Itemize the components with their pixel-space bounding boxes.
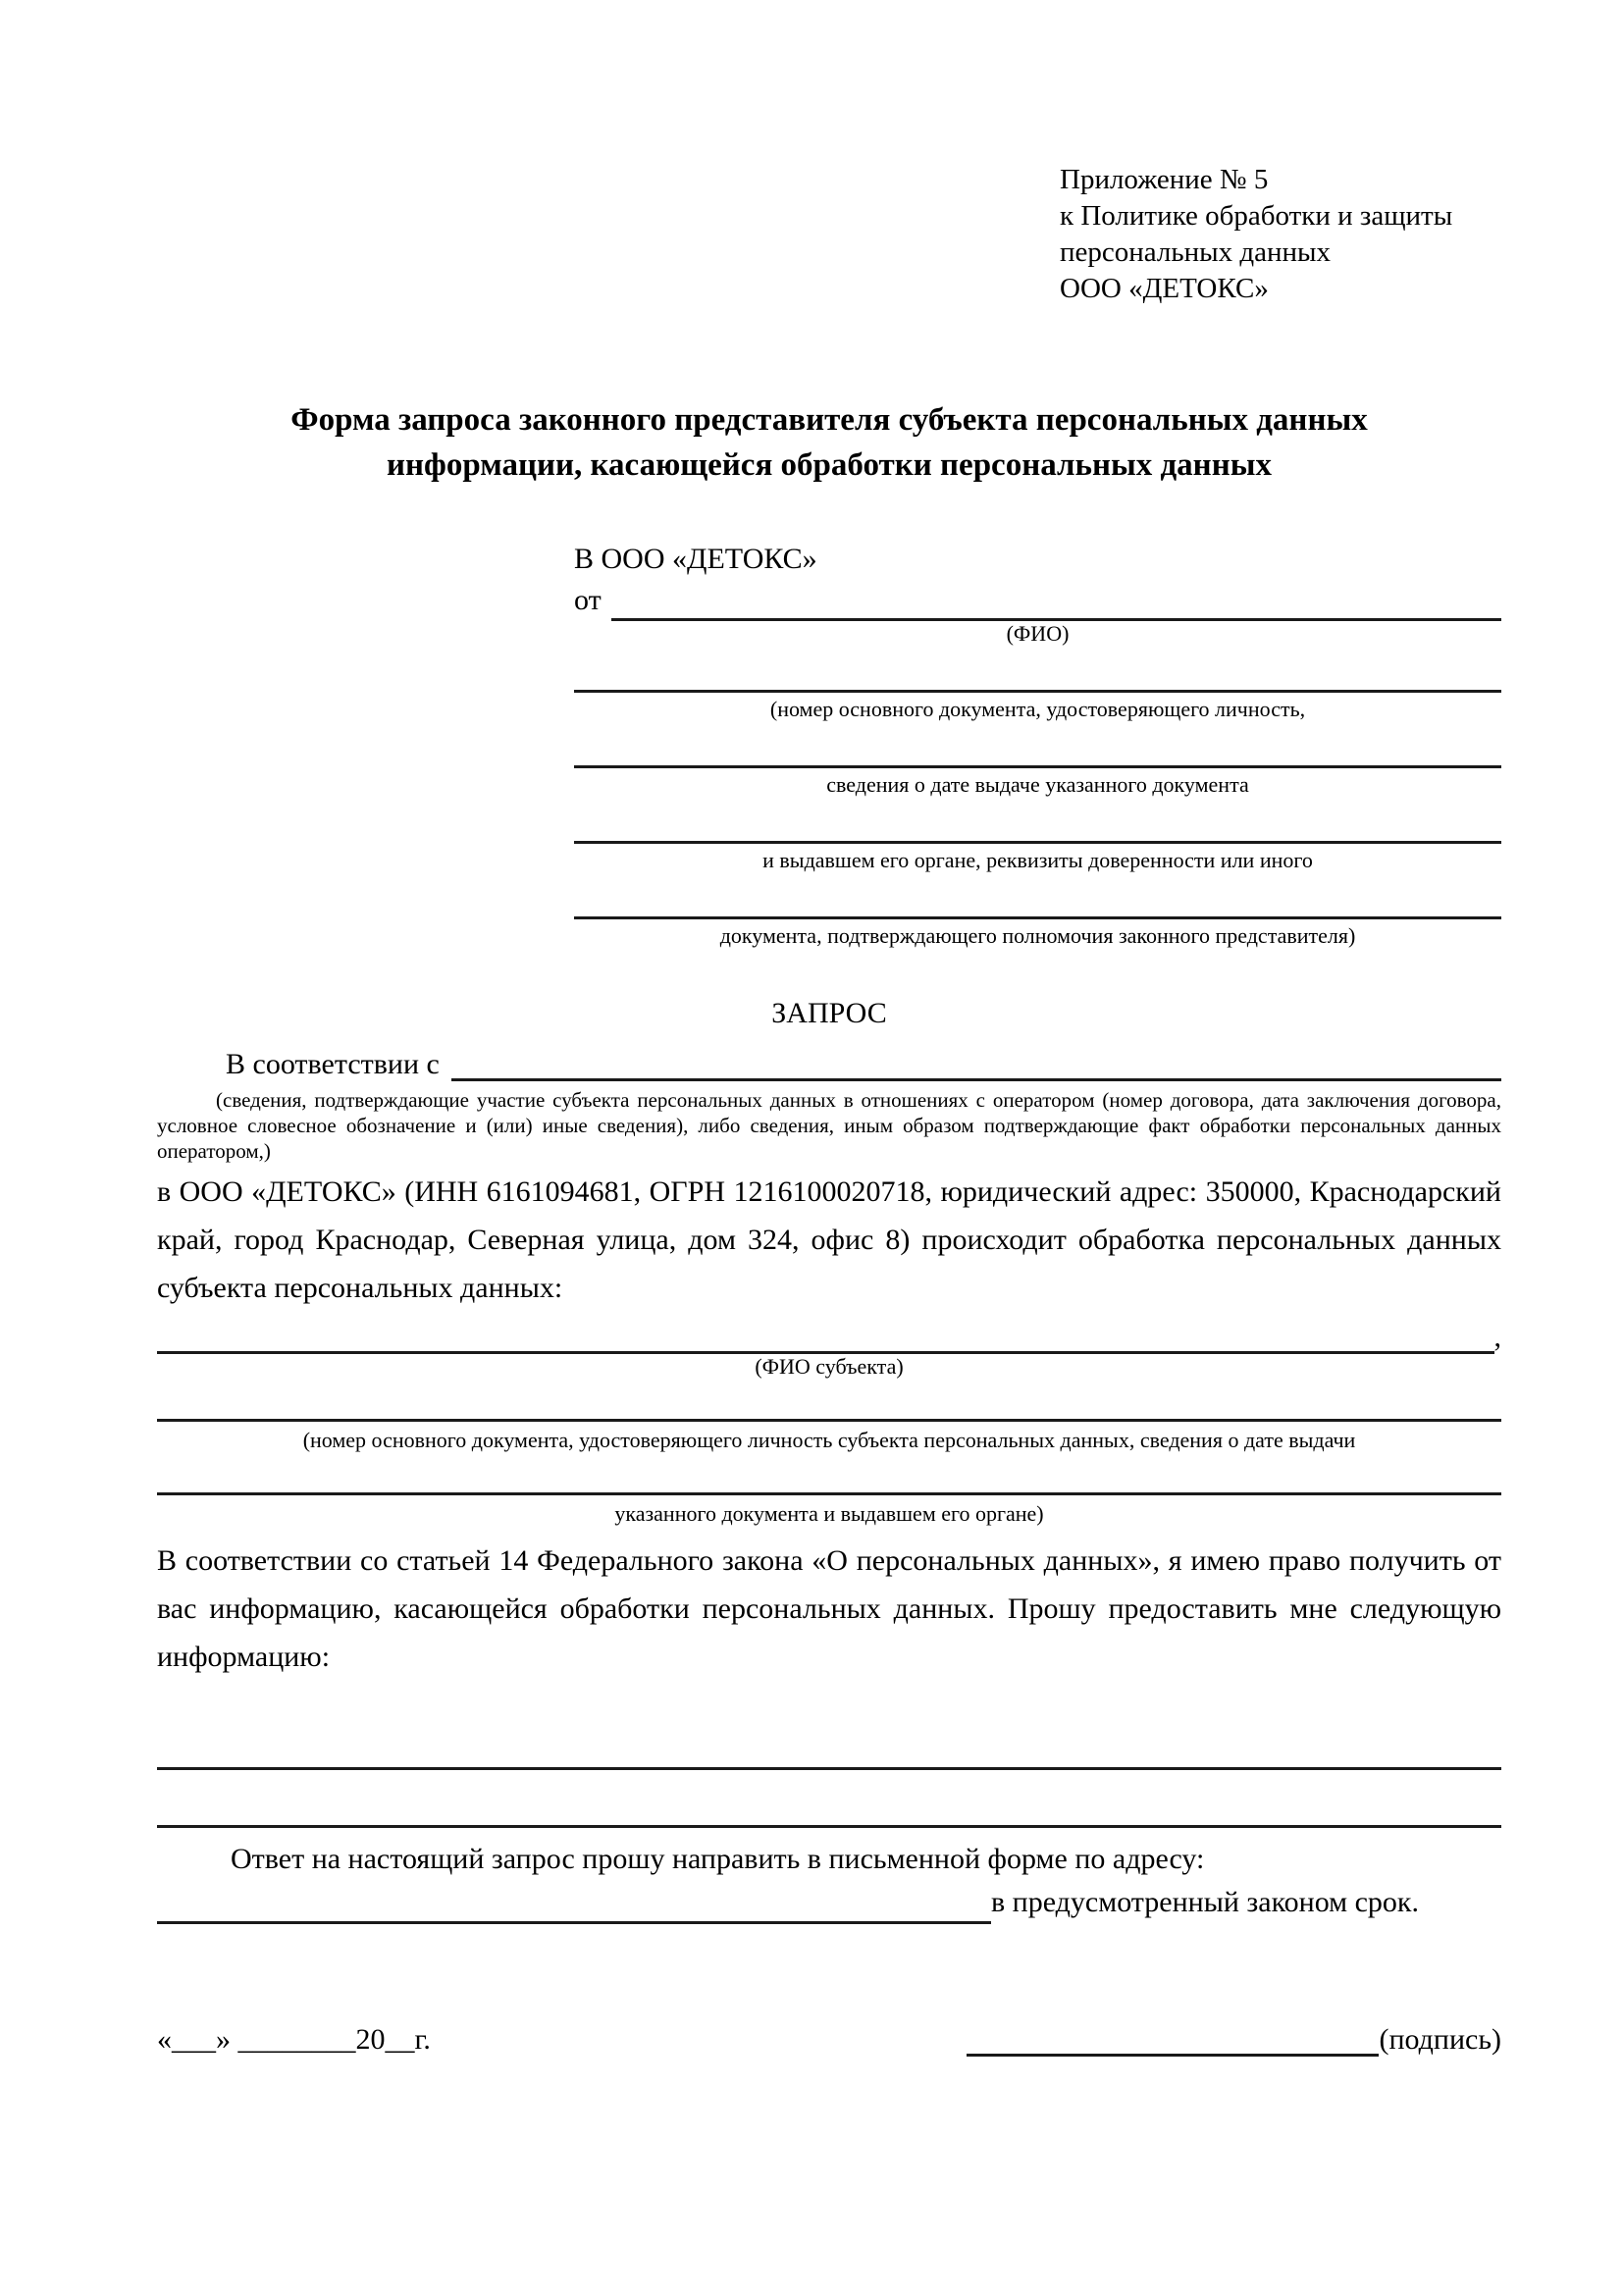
info-fill-line-1 [157,1767,1501,1770]
doc-authority-caption: документа, подтверждающего полномочия законного представителя) [719,923,1356,948]
appendix-company: ООО «ДЕТОКС» [1060,273,1269,304]
footer-row [157,2020,1501,2057]
subject-doc-caption-2: указанного документа и выдавшем его органе) [614,1501,1044,1526]
subject-fio-row [157,1318,1501,1354]
doc-issuer-group [574,841,1501,873]
appendix-header [1060,162,1501,307]
subject-doc-fill-line-2 [157,1492,1501,1495]
operator-paragraph: в ООО «ДЕТОКС» (ИНН 6161094681, ОГРН 1216100020718, юридический адрес: 350000, Краснодарский край, город Краснодар, Северная улица, дом 324, офис 8) происходит обработка персональных данных субъекта персональных данных: [157,1175,1501,1304]
doc-number-fill-line [574,690,1501,693]
signature-caption: (подпись) [1379,2023,1501,2056]
signature-fill-line [967,2020,1379,2057]
addressee-block [574,539,1501,949]
doc-authority-group [574,916,1501,949]
subject-fio-caption: (ФИО субъекта) [755,1354,904,1379]
request-heading: ЗАПРОС [771,997,887,1029]
info-fill-line-2 [157,1825,1501,1828]
doc-issue-date-group [574,765,1501,798]
page-title-line1: Форма запроса законного представителя субъекта персональных данных [290,402,1368,438]
doc-issue-date-caption: сведения о дате выдаче указанного документа [826,772,1249,797]
appendix-policy-line: к Политике обработки и защиты [1060,200,1453,232]
reply-address-fill-line [157,1888,991,1924]
subject-fio-comma: , [1493,1321,1501,1353]
reply-paragraph-line1: Ответ на настоящий запрос прошу направить в письменной форме по адресу: [231,1843,1205,1875]
intro-row [157,1041,1501,1081]
subject-doc-fill-line-1 [157,1419,1501,1422]
intro-note: (сведения, подтверждающие участие субъекта персональных данных в отношениях с оператором (номер договора, дата заключения договора, условное словесное обозначение и (или) иные сведения), либо сведения, иным образом подтверждающие факт обработки персональных данных оператором,) [157,1088,1501,1163]
page-title-line2: информации, касающейся обработки персональных данных [387,447,1272,483]
signature-field [967,2020,1501,2057]
subject-doc-caption-1: (номер основного документа, удостоверяющего личность субъекта персональных данных, сведения о дате выдачи [302,1428,1356,1452]
page-title [157,397,1501,488]
from-row [574,580,1501,621]
from-fio-fill-line [611,581,1501,621]
subject-fio-fill-line [157,1318,1494,1354]
doc-issue-date-fill-line [574,765,1501,768]
subject-doc-group-2 [157,1492,1501,1527]
doc-authority-fill-line [574,916,1501,919]
addressee-to: В ООО «ДЕТОКС» [574,543,817,575]
doc-number-group [574,690,1501,722]
appendix-policy-line2: персональных данных [1060,236,1332,268]
doc-issuer-caption: и выдавшем его органе, реквизиты доверенности или иного [762,848,1313,872]
doc-issuer-fill-line [574,841,1501,844]
doc-number-caption: (номер основного документа, удостоверяющего личность, [769,697,1306,721]
document-content [157,162,1501,2057]
from-label: от [574,584,602,616]
law-paragraph: В соответствии со статьей 14 Федерального закона «О персональных данных», я имею право получить от вас информацию, касающейся обработки персональных данных. Прошу предоставить мне следующую информацию: [157,1544,1501,1673]
reply-term-text: в предусмотренный законом срок. [991,1886,1419,1918]
intro-fill-line [451,1041,1501,1081]
fio-caption: (ФИО) [1006,621,1070,646]
date-field: «___» ________20__г. [157,2023,431,2056]
appendix-number: Приложение № 5 [1060,164,1269,195]
subject-doc-group-1 [157,1419,1501,1453]
reply-address-row [157,1881,1501,1924]
intro-label: В соответствии с [226,1048,440,1080]
